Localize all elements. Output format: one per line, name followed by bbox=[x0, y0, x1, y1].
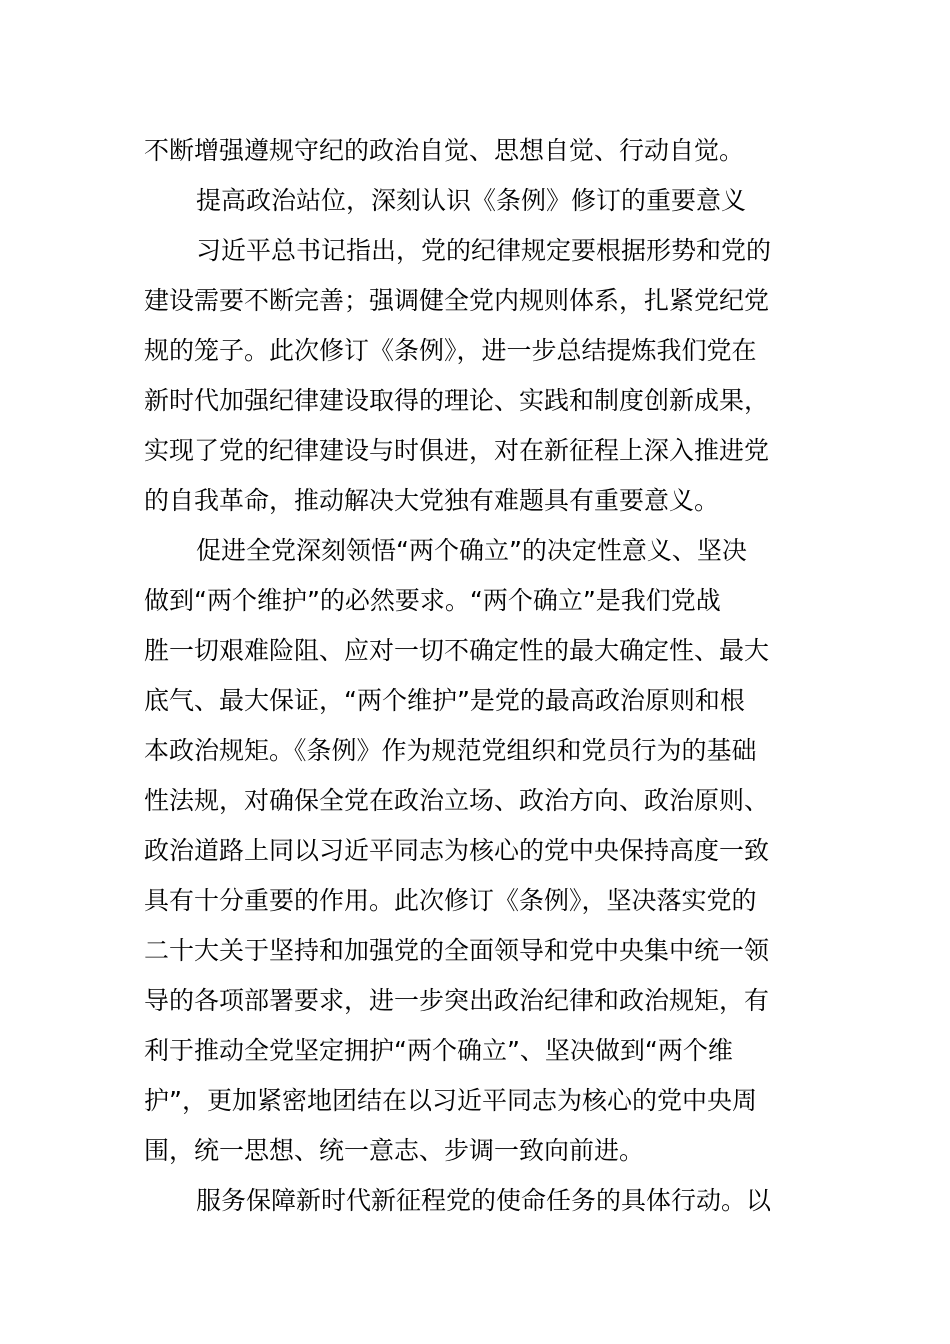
paragraph-line: 二十大关于坚持和加强党的全面领导和党中央集中统一领 bbox=[144, 936, 770, 965]
paragraph-line: 规的笼子。此次修订《条例》，进一步总结提炼我们党在 bbox=[144, 336, 757, 365]
paragraph-line: 促进全党深刻领悟“两个确立”的决定性意义、坚决 bbox=[196, 536, 747, 565]
paragraph-line: 本政治规矩。《条例》作为规范党组织和党员行为的基础 bbox=[144, 736, 757, 765]
paragraph-line: 导的各项部署要求，进一步突出政治纪律和政治规矩，有 bbox=[144, 986, 770, 1015]
paragraph-line: 建设需要不断完善；强调健全党内规则体系，扎紧党纪党 bbox=[144, 286, 770, 315]
paragraph-line: 具有十分重要的作用。此次修订《条例》，坚决落实党的 bbox=[144, 886, 757, 915]
paragraph-line: 新时代加强纪律建设取得的理论、实践和制度创新成果， bbox=[144, 386, 770, 415]
paragraph-line: 的自我革命，推动解决大党独有难题具有重要意义。 bbox=[144, 486, 720, 515]
paragraph-line: 性法规，对确保全党在政治立场、政治方向、政治原则、 bbox=[144, 786, 770, 815]
paragraph-line: 做到“两个维护”的必然要求。“两个确立”是我们党战 bbox=[144, 586, 721, 615]
paragraph-line: 不断增强遵规守纪的政治自觉、思想自觉、行动自觉。 bbox=[144, 136, 745, 165]
paragraph-line: 实现了党的纪律建设与时俱进，对在新征程上深入推进党 bbox=[144, 436, 770, 465]
section-heading: 提高政治站位，深刻认识《条例》修订的重要意义 bbox=[196, 186, 747, 215]
paragraph-line: 护”，更加紧密地团结在以习近平同志为核心的党中央周 bbox=[144, 1086, 757, 1115]
document-body bbox=[144, 126, 808, 1226]
paragraph-line: 利于推动全党坚定拥护“两个确立”、坚决做到“两个维 bbox=[144, 1036, 733, 1065]
paragraph-line: 围，统一思想、统一意志、步调一致向前进。 bbox=[144, 1136, 645, 1165]
paragraph-line: 习近平总书记指出，党的纪律规定要根据形势和党的 bbox=[196, 236, 772, 265]
paragraph-line: 底气、最大保证，“两个维护”是党的最高政治原则和根 bbox=[144, 686, 745, 715]
paragraph-line: 胜一切艰难险阻、应对一切不确定性的最大确定性、最大 bbox=[144, 636, 770, 665]
paragraph-line: 服务保障新时代新征程党的使命任务的具体行动。以 bbox=[196, 1186, 772, 1215]
paragraph-line: 政治道路上同以习近平同志为核心的党中央保持高度一致 bbox=[144, 836, 770, 865]
